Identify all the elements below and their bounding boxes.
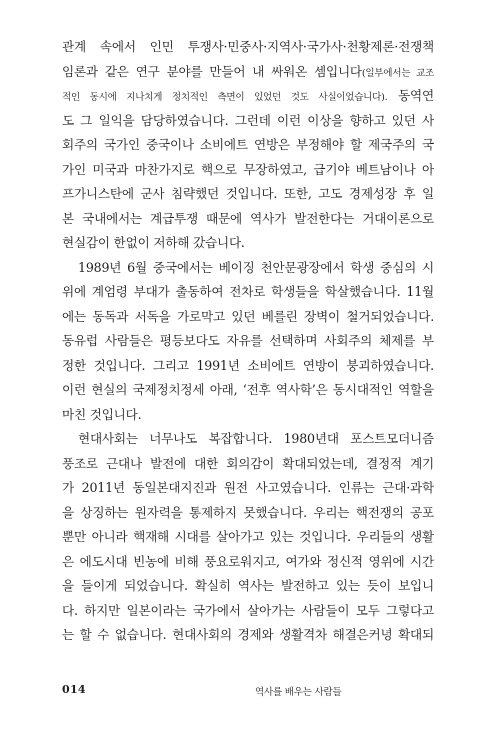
body-line: 을 상징하는 원자력을 통제하지 못했습니다. 우리는 핵전쟁의 공포 bbox=[62, 504, 434, 520]
body-line: 다. 하지만 일본이라는 국가에서 살아가는 사람들이 모두 그렇다고 bbox=[62, 602, 434, 618]
page-number: 014 bbox=[62, 683, 86, 696]
running-title: 역사를 배우는 사람들 bbox=[255, 687, 342, 698]
body-line bbox=[62, 60, 434, 85]
inline-note: (일부에서는 교조 bbox=[361, 67, 434, 79]
body-line bbox=[62, 84, 434, 109]
body-line: 정한 것입니다. 그리고 1991년 소비에트 연방이 붕괴하였습니다. bbox=[62, 357, 434, 373]
body-line: 가 2011년 동일본대지진과 원전 사고였습니다. 인류는 근대·과학 bbox=[62, 480, 434, 495]
body-line: 을 들이게 되었습니다. 확실히 역사는 발전하고 있는 듯이 보입니 bbox=[62, 578, 434, 593]
body-line: 풍조로 근대나 발전에 대한 회의감이 확대되었는데, 결정적 계기 bbox=[62, 455, 434, 471]
body-line: 현실감이 한없이 저하해 갔습니다. bbox=[62, 235, 245, 250]
body-line-text: 임론과 같은 연구 분야를 만들어 내 싸워온 셈입니다 bbox=[62, 63, 362, 79]
body-line: 1989년 6월 중국에서는 베이징 천안문광장에서 학생 중심의 시 bbox=[78, 259, 434, 275]
body-line: 뿐만 아니라 핵재해 시대를 살아가고 있는 것입니다. 우리들의 생활 bbox=[62, 529, 434, 544]
body-line: 위에 계엄령 부대가 출동하여 전차로 학생들을 학살했습니다. 11월 bbox=[62, 284, 434, 299]
body-line: 가인 미국과 마찬가지로 핵으로 무장하였고, 급기야 베트남이나 아 bbox=[62, 161, 434, 177]
body-line: 프가니스탄에 군사 침략했던 것입니다. 또한, 고도 경제성장 후 일 bbox=[62, 186, 434, 201]
body-line: 관계 속에서 인민 투쟁사·민중사·지역사·국가사·천황제론·전쟁책 bbox=[62, 39, 434, 54]
body-line: 회주의 국가인 중국이나 소비에트 연방은 부정해야 할 제국주의 국 bbox=[62, 137, 434, 152]
body-line: 동유럽 사람들은 평등보다도 자유를 선택하며 사회주의 체제를 부 bbox=[62, 333, 434, 348]
body-line: 에는 동독과 서독을 가로막고 있던 베를린 장벽이 철거되었습니다. bbox=[62, 308, 434, 324]
body-line: 마친 것입니다. bbox=[62, 406, 142, 422]
body-line: 이런 현실의 국제정치정세 아래, ‘전후 역사학’은 동시대적인 역할을 bbox=[62, 382, 434, 397]
body-line-text: 동역연 bbox=[398, 88, 434, 103]
page-footer bbox=[62, 683, 434, 697]
page-body bbox=[62, 35, 434, 648]
body-line: 은 에도시대 빈농에 비해 풍요로워지고, 여가와 정신적 영위에 시간 bbox=[62, 553, 434, 569]
body-line: 현대사회는 너무나도 복잡합니다. 1980년대 포스트모더니즘 bbox=[78, 431, 434, 446]
inline-note: 적인 동시에 지나치게 정치적인 측면이 있었던 것도 사실이었습니다). bbox=[62, 92, 388, 103]
body-line: 도 그 일익을 담당하였습니다. 그런데 이런 이상을 향하고 있던 사 bbox=[62, 112, 434, 128]
body-line: 본 국내에서는 계급투쟁 때문에 역사가 발전한다는 거대이론으로 bbox=[62, 210, 434, 226]
body-line: 는 할 수 없습니다. 현대사회의 경제와 생활격차 해결은커녕 확대되 bbox=[62, 627, 434, 642]
